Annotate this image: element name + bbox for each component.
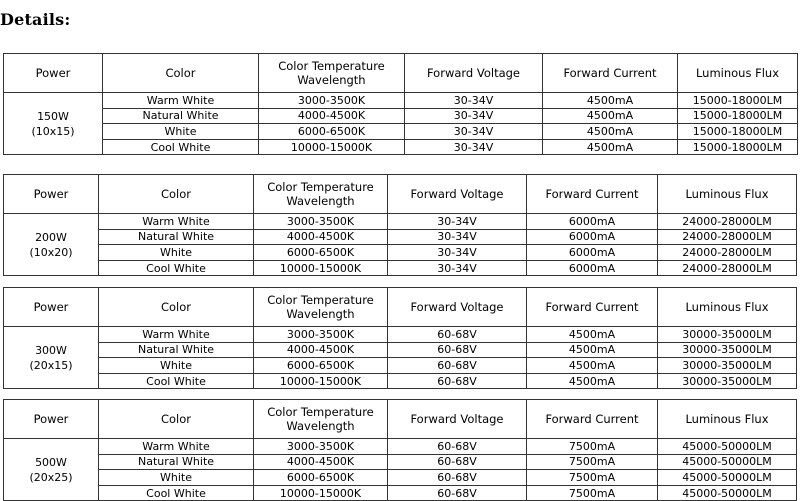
header-color-temperature (254, 400, 388, 439)
color-cell: Cool White (99, 260, 254, 276)
flux-cell: 15000-18000LM (678, 93, 798, 109)
header-forward-current: Forward Current (527, 175, 658, 214)
current-cell: 4500mA (527, 358, 658, 374)
temp-cell: 6000-6500K (254, 358, 388, 374)
current-cell: 4500mA (543, 108, 678, 124)
current-cell: 6000mA (527, 245, 658, 261)
current-cell: 4500mA (543, 139, 678, 155)
header-color-temp-line1: Color Temperature (267, 180, 374, 194)
voltage-cell: 30-34V (405, 139, 543, 155)
header-power: Power (4, 400, 99, 439)
power-array: (10x15) (31, 124, 75, 138)
current-cell: 7500mA (527, 470, 658, 486)
table-row (4, 245, 797, 261)
header-color-temperature (259, 54, 405, 93)
table-row (4, 439, 797, 455)
header-color: Color (99, 288, 254, 327)
header-color-temp-line2: Wavelength (286, 419, 355, 433)
power-cell (4, 439, 99, 501)
table-row (4, 358, 797, 374)
header-luminous-flux: Luminous Flux (658, 175, 797, 214)
flux-cell: 45000-50000LM (658, 470, 797, 486)
current-cell: 7500mA (527, 454, 658, 470)
header-forward-current: Forward Current (527, 400, 658, 439)
spec-table-300w (3, 287, 797, 389)
header-power: Power (4, 288, 99, 327)
voltage-cell: 30-34V (388, 245, 527, 261)
header-forward-voltage: Forward Voltage (388, 288, 527, 327)
table-row (4, 327, 797, 343)
voltage-cell: 60-68V (388, 439, 527, 455)
header-luminous-flux: Luminous Flux (658, 288, 797, 327)
table-header-row (4, 175, 797, 214)
current-cell: 6000mA (527, 214, 658, 230)
color-cell: Warm White (103, 93, 259, 109)
color-cell: Cool White (99, 373, 254, 389)
spec-table-200w (3, 174, 797, 276)
power-cell (4, 214, 99, 276)
color-cell: Cool White (103, 139, 259, 155)
header-color: Color (99, 400, 254, 439)
temp-cell: 4000-4500K (254, 229, 388, 245)
color-cell: Warm White (99, 327, 254, 343)
temp-cell: 3000-3500K (254, 439, 388, 455)
voltage-cell: 60-68V (388, 327, 527, 343)
page-title: Details: (0, 10, 71, 29)
temp-cell: 6000-6500K (254, 245, 388, 261)
power-array: (10x20) (29, 245, 73, 259)
header-color: Color (103, 54, 259, 93)
table-row (4, 139, 798, 155)
color-cell: Natural White (99, 342, 254, 358)
color-cell: Cool White (99, 485, 254, 501)
temp-cell: 10000-15000K (254, 373, 388, 389)
flux-cell: 24000-28000LM (658, 229, 797, 245)
current-cell: 4500mA (543, 124, 678, 140)
current-cell: 4500mA (527, 327, 658, 343)
voltage-cell: 30-34V (388, 214, 527, 230)
header-power: Power (4, 54, 103, 93)
current-cell: 6000mA (527, 229, 658, 245)
current-cell: 4500mA (527, 342, 658, 358)
voltage-cell: 60-68V (388, 358, 527, 374)
table-row (4, 93, 798, 109)
voltage-cell: 30-34V (388, 229, 527, 245)
voltage-cell: 30-34V (405, 108, 543, 124)
temp-cell: 10000-15000K (259, 139, 405, 155)
color-cell: Warm White (99, 214, 254, 230)
power-watts: 500W (35, 455, 67, 469)
color-cell: Natural White (103, 108, 259, 124)
voltage-cell: 30-34V (405, 124, 543, 140)
color-cell: White (99, 245, 254, 261)
table-header-row (4, 400, 797, 439)
color-cell: White (99, 358, 254, 374)
header-luminous-flux: Luminous Flux (658, 400, 797, 439)
power-array: (20x25) (29, 470, 73, 484)
temp-cell: 3000-3500K (259, 93, 405, 109)
header-color-temp-line2: Wavelength (297, 73, 366, 87)
temp-cell: 10000-15000K (254, 260, 388, 276)
current-cell: 7500mA (527, 439, 658, 455)
flux-cell: 15000-18000LM (678, 108, 798, 124)
header-color-temperature (254, 175, 388, 214)
table-row (4, 485, 797, 501)
temp-cell: 4000-4500K (254, 342, 388, 358)
table-row (4, 260, 797, 276)
flux-cell: 24000-28000LM (658, 260, 797, 276)
voltage-cell: 30-34V (388, 260, 527, 276)
voltage-cell: 30-34V (405, 93, 543, 109)
header-forward-voltage: Forward Voltage (388, 400, 527, 439)
flux-cell: 24000-28000LM (658, 214, 797, 230)
flux-cell: 45000-50000LM (658, 439, 797, 455)
table-header-row (4, 288, 797, 327)
temp-cell: 3000-3500K (254, 214, 388, 230)
header-color-temperature (254, 288, 388, 327)
voltage-cell: 60-68V (388, 373, 527, 389)
flux-cell: 45000-50000LM (658, 454, 797, 470)
current-cell: 4500mA (543, 93, 678, 109)
flux-cell: 15000-18000LM (678, 124, 798, 140)
temp-cell: 6000-6500K (259, 124, 405, 140)
table-header-row (4, 54, 798, 93)
header-forward-current: Forward Current (527, 288, 658, 327)
header-forward-voltage: Forward Voltage (388, 175, 527, 214)
flux-cell: 15000-18000LM (678, 139, 798, 155)
header-color-temp-line2: Wavelength (286, 194, 355, 208)
current-cell: 6000mA (527, 260, 658, 276)
header-color-temp-line1: Color Temperature (278, 59, 385, 73)
table-row (4, 124, 798, 140)
header-power: Power (4, 175, 99, 214)
table-row (4, 342, 797, 358)
temp-cell: 6000-6500K (254, 470, 388, 486)
table-row (4, 470, 797, 486)
color-cell: White (103, 124, 259, 140)
power-watts: 150W (37, 109, 69, 123)
spec-table-150w (3, 53, 798, 155)
temp-cell: 10000-15000K (254, 485, 388, 501)
header-color: Color (99, 175, 254, 214)
voltage-cell: 60-68V (388, 485, 527, 501)
power-cell (4, 327, 99, 389)
header-luminous-flux: Luminous Flux (678, 54, 798, 93)
header-color-temp-line1: Color Temperature (267, 405, 374, 419)
flux-cell: 30000-35000LM (658, 373, 797, 389)
color-cell: Natural White (99, 229, 254, 245)
color-cell: White (99, 470, 254, 486)
flux-cell: 45000-50000LM (658, 485, 797, 501)
table-row (4, 214, 797, 230)
table-row (4, 229, 797, 245)
current-cell: 4500mA (527, 373, 658, 389)
power-watts: 200W (35, 230, 67, 244)
flux-cell: 24000-28000LM (658, 245, 797, 261)
voltage-cell: 60-68V (388, 454, 527, 470)
header-color-temp-line1: Color Temperature (267, 293, 374, 307)
voltage-cell: 60-68V (388, 342, 527, 358)
flux-cell: 30000-35000LM (658, 342, 797, 358)
color-cell: Natural White (99, 454, 254, 470)
temp-cell: 4000-4500K (259, 108, 405, 124)
power-watts: 300W (35, 343, 67, 357)
table-row (4, 373, 797, 389)
temp-cell: 3000-3500K (254, 327, 388, 343)
flux-cell: 30000-35000LM (658, 358, 797, 374)
table-row (4, 108, 798, 124)
header-forward-voltage: Forward Voltage (405, 54, 543, 93)
power-cell (4, 93, 103, 155)
temp-cell: 4000-4500K (254, 454, 388, 470)
spec-table-500w (3, 399, 797, 501)
voltage-cell: 60-68V (388, 470, 527, 486)
header-forward-current: Forward Current (543, 54, 678, 93)
header-color-temp-line2: Wavelength (286, 307, 355, 321)
color-cell: Warm White (99, 439, 254, 455)
flux-cell: 30000-35000LM (658, 327, 797, 343)
current-cell: 7500mA (527, 485, 658, 501)
power-array: (20x15) (29, 358, 73, 372)
table-row (4, 454, 797, 470)
